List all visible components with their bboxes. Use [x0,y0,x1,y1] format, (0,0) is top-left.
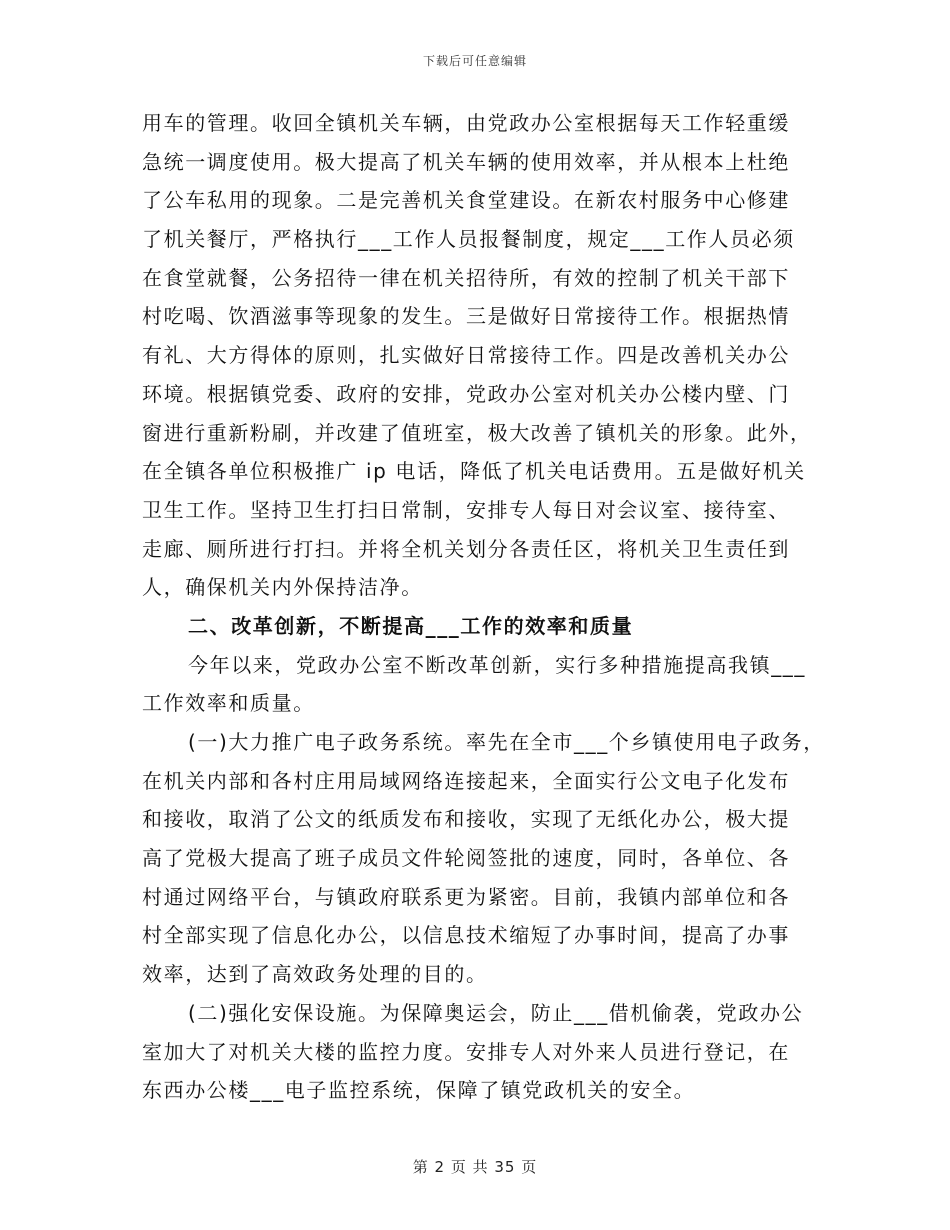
paragraph-line: 村通过网络平台，与镇政府联系更为紧密。目前，我镇内部单位和各 [142,884,790,909]
paragraph-line: 有礼、大方得体的原则，扎实做好日常接待工作。四是改善机关办公 [142,343,790,368]
paragraph-line: 用车的管理。收回全镇机关车辆，由党政办公室根据每天工作轻重缓 [142,111,790,135]
paragraph-line: 急统一调度使用。极大提高了机关车辆的使用效率，并从根本上杜绝 [142,149,790,174]
paragraph-line: 在食堂就餐，公务招待一律在机关招待所，有效的控制了机关干部下 [142,265,790,290]
paragraph-line: 走廊、厕所进行打扫。并将全机关划分各责任区，将机关卫生责任到 [142,536,790,561]
paragraph-line: 和接收，取消了公文的纸质发布和接收，实现了无纸化办公，极大提 [142,807,790,832]
paragraph-line: 卫生工作。坚持卫生打扫日常制，安排专人每日对会议室、接待室、 [142,497,790,522]
paragraph-line: (一)大力推广电子政务系统。率先在全市___个乡镇使用电子政务， [188,730,825,754]
paragraph-line: 室加大了对机关大楼的监控力度。安排专人对外来人员进行登记，在 [142,1039,790,1064]
paragraph-line: 了公车私用的现象。二是完善机关食堂建设。在新农村服务中心修建 [142,188,790,213]
document-body [142,104,832,1110]
paragraph-line: 东西办公楼___电子监控系统，保障了镇党政机关的安全。 [142,1078,696,1103]
paragraph-line: 效率，达到了高效政务处理的目的。 [142,962,488,987]
page-number: 第 2 页 共 35 页 [412,1158,538,1176]
paragraph-line: 村吃喝、饮酒滋事等现象的发生。三是做好日常接待工作。根据热情 [142,304,790,329]
paragraph-line: 村全部实现了信息化办公，以信息技术缩短了办事时间，提高了办事 [142,923,790,948]
paragraph-line: 在全镇各单位积极推广 ip 电话，降低了机关电话费用。五是做好机关 [142,459,806,484]
page-header: 下载后可任意编辑 [422,54,527,68]
paragraph-line: 高了党极大提高了班子成员文件轮阅签批的速度，同时，各单位、各 [142,846,790,871]
paragraph-line: 人，确保机关内外保持洁净。 [142,575,423,600]
paragraph-line: 了机关餐厅，严格执行___工作人员报餐制度，规定___工作人员必须 [142,227,795,252]
paragraph-line: 窗进行重新粉刷，并改建了值班室，极大改善了镇机关的形象。此外， [142,420,812,445]
paragraph-line: 在机关内部和各村庄用局域网络连接起来，全面实行公文电子化发布 [142,768,790,793]
paragraph-line: (二)强化安保设施。为保障奥运会，防止___借机偷袭，党政办公 [188,1000,804,1025]
section-heading: 二、改革创新，不断提高___工作的效率和质量 [188,613,634,638]
paragraph-line: 工作效率和质量。 [142,691,315,716]
paragraph-line: 今年以来，党政办公室不断改革创新，实行多种措施提高我镇___ [188,652,806,677]
paragraph-line: 环境。根据镇党委、政府的安排，党政办公室对机关办公楼内壁、门 [142,381,790,406]
